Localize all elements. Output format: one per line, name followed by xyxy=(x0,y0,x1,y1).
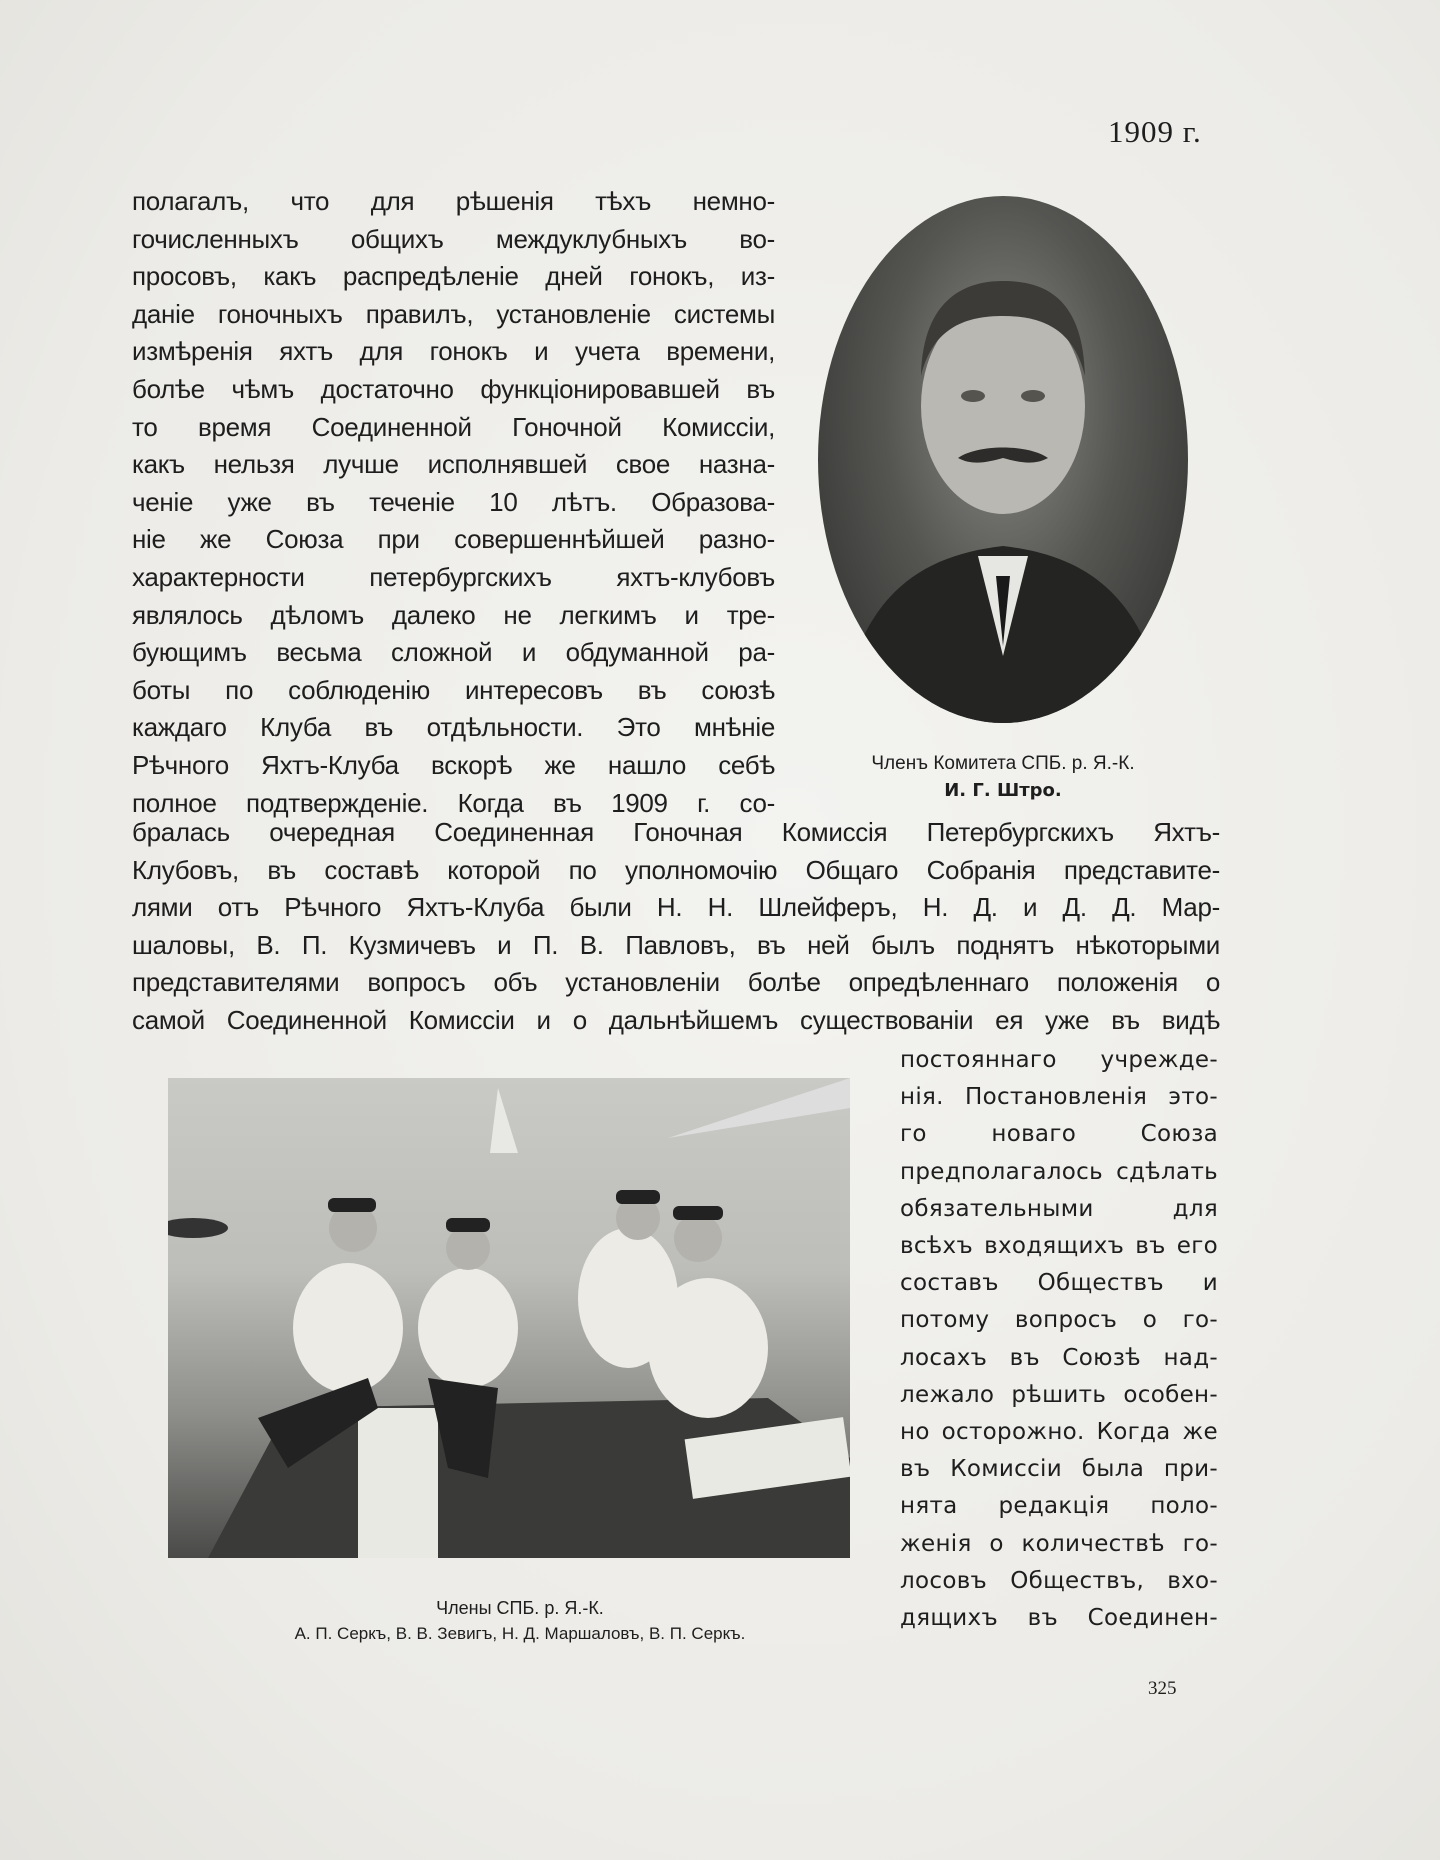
text-line: нята редакція поло- xyxy=(900,1493,1218,1520)
text-line: самой Соединенной Комиссіи и о дальнѣйшемъ существованіи ея уже въ видѣ xyxy=(132,1004,1220,1035)
text-line: го новаго Союза xyxy=(900,1121,1218,1148)
portrait-photo xyxy=(818,196,1188,723)
text-line: лями отъ Рѣчного Яхтъ-Клуба были Н. Н. Шлейферъ, Н. Д. и Д. Д. Мар- xyxy=(132,892,1220,923)
text-line: постояннаго учрежде- xyxy=(900,1047,1218,1073)
text-line: боты по соблюденію интересовъ въ союзѣ xyxy=(132,674,775,705)
text-line: бралась очередная Соединенная Гоночная Комиссія Петербургскихъ Яхтъ- xyxy=(132,817,1220,847)
photo-caption-title: Члены СПБ. р. Я.-К. xyxy=(436,1598,604,1618)
text-line: женія о количествѣ го- xyxy=(900,1530,1218,1557)
portrait-caption xyxy=(848,750,1158,804)
text-line: лосовъ Обществъ, вхо- xyxy=(900,1567,1218,1594)
text-line: полное подтвержденіе. Когда въ 1909 г. со- xyxy=(132,787,775,818)
text-line: лосахъ въ Союзѣ над- xyxy=(900,1344,1218,1371)
text-line: характерности петербургскихъ яхтъ-клубовъ xyxy=(132,561,775,592)
text-line: Рѣчного Яхтъ-Клуба вскорѣ же нашло себѣ xyxy=(132,749,775,780)
text-line: дящихъ въ Соединен- xyxy=(900,1605,1218,1632)
text-line: полагалъ, что для рѣшенія тѣхъ немно- xyxy=(132,186,775,216)
text-line: въ Комиссіи была при- xyxy=(900,1456,1218,1483)
text-line: шаловы, В. П. Кузмичевъ и П. В. Павловъ, въ ней былъ поднятъ нѣкоторыми xyxy=(132,929,1220,960)
text-line: бующимъ весьма сложной и обдуманной ра- xyxy=(132,637,775,668)
text-line: даніе гоночныхъ правилъ, установленіе системы xyxy=(132,298,775,329)
page-number: 325 xyxy=(1148,1678,1177,1699)
text-line: то время Соединенной Гоночной Комиссіи, xyxy=(132,411,775,442)
text-line: какъ нельзя лучше исполнявшей свое назна- xyxy=(132,449,775,480)
left-text-column xyxy=(132,183,775,822)
text-line: но осторожно. Когда же xyxy=(900,1419,1218,1446)
text-line: каждаго Клуба въ отдѣльности. Это мнѣніе xyxy=(132,712,775,743)
text-line: просовъ, какъ распредѣленіе дней гонокъ, из- xyxy=(132,261,775,292)
text-line: лежало рѣшить особен- xyxy=(900,1381,1218,1408)
text-line: гочисленныхъ общихъ междуклубныхъ во- xyxy=(132,223,775,254)
text-line: являлось дѣломъ далеко не легкимъ и тре- xyxy=(132,599,775,630)
text-line: измѣренія яхтъ для гонокъ и учета времени, xyxy=(132,336,775,367)
text-line: ченіе уже въ теченіе 10 лѣтъ. Образова- xyxy=(132,486,775,517)
text-line: обязательными для xyxy=(900,1195,1218,1222)
portrait-caption-title: Членъ Комитета СПБ. р. Я.-К. xyxy=(871,753,1135,774)
full-width-text xyxy=(132,814,1220,1040)
text-line: предполагалось сдѣлать xyxy=(900,1158,1218,1185)
portrait-caption-name: И. Г. Штро. xyxy=(944,780,1062,801)
text-line: потому вопросъ о го- xyxy=(900,1307,1218,1334)
text-line: Клубовъ, въ составѣ которой по уполномочію Общаго Собранія представите- xyxy=(132,854,1220,885)
photo-caption-names: А. П. Серкъ, В. В. Зевигъ, Н. Д. Маршаловъ, В. П. Серкъ. xyxy=(294,1624,746,1643)
text-line: болѣе чѣмъ достаточно функціонировавшей въ xyxy=(132,373,775,404)
yacht-crew-photo xyxy=(168,1078,850,1558)
running-header-year: 1909 г. xyxy=(1108,114,1202,149)
text-line: ніе же Союза при совершеннѣйшей разно- xyxy=(132,524,775,555)
text-line: всѣхъ входящихъ въ его xyxy=(900,1233,1218,1260)
text-line: представителями вопросъ объ установленіи болѣе опредѣленнаго положенія о xyxy=(132,967,1220,998)
text-line: составъ Обществъ и xyxy=(900,1270,1218,1297)
photo-caption xyxy=(240,1596,800,1646)
text-line: нія. Постановленія это- xyxy=(900,1084,1218,1111)
right-text-column xyxy=(900,1042,1218,1637)
